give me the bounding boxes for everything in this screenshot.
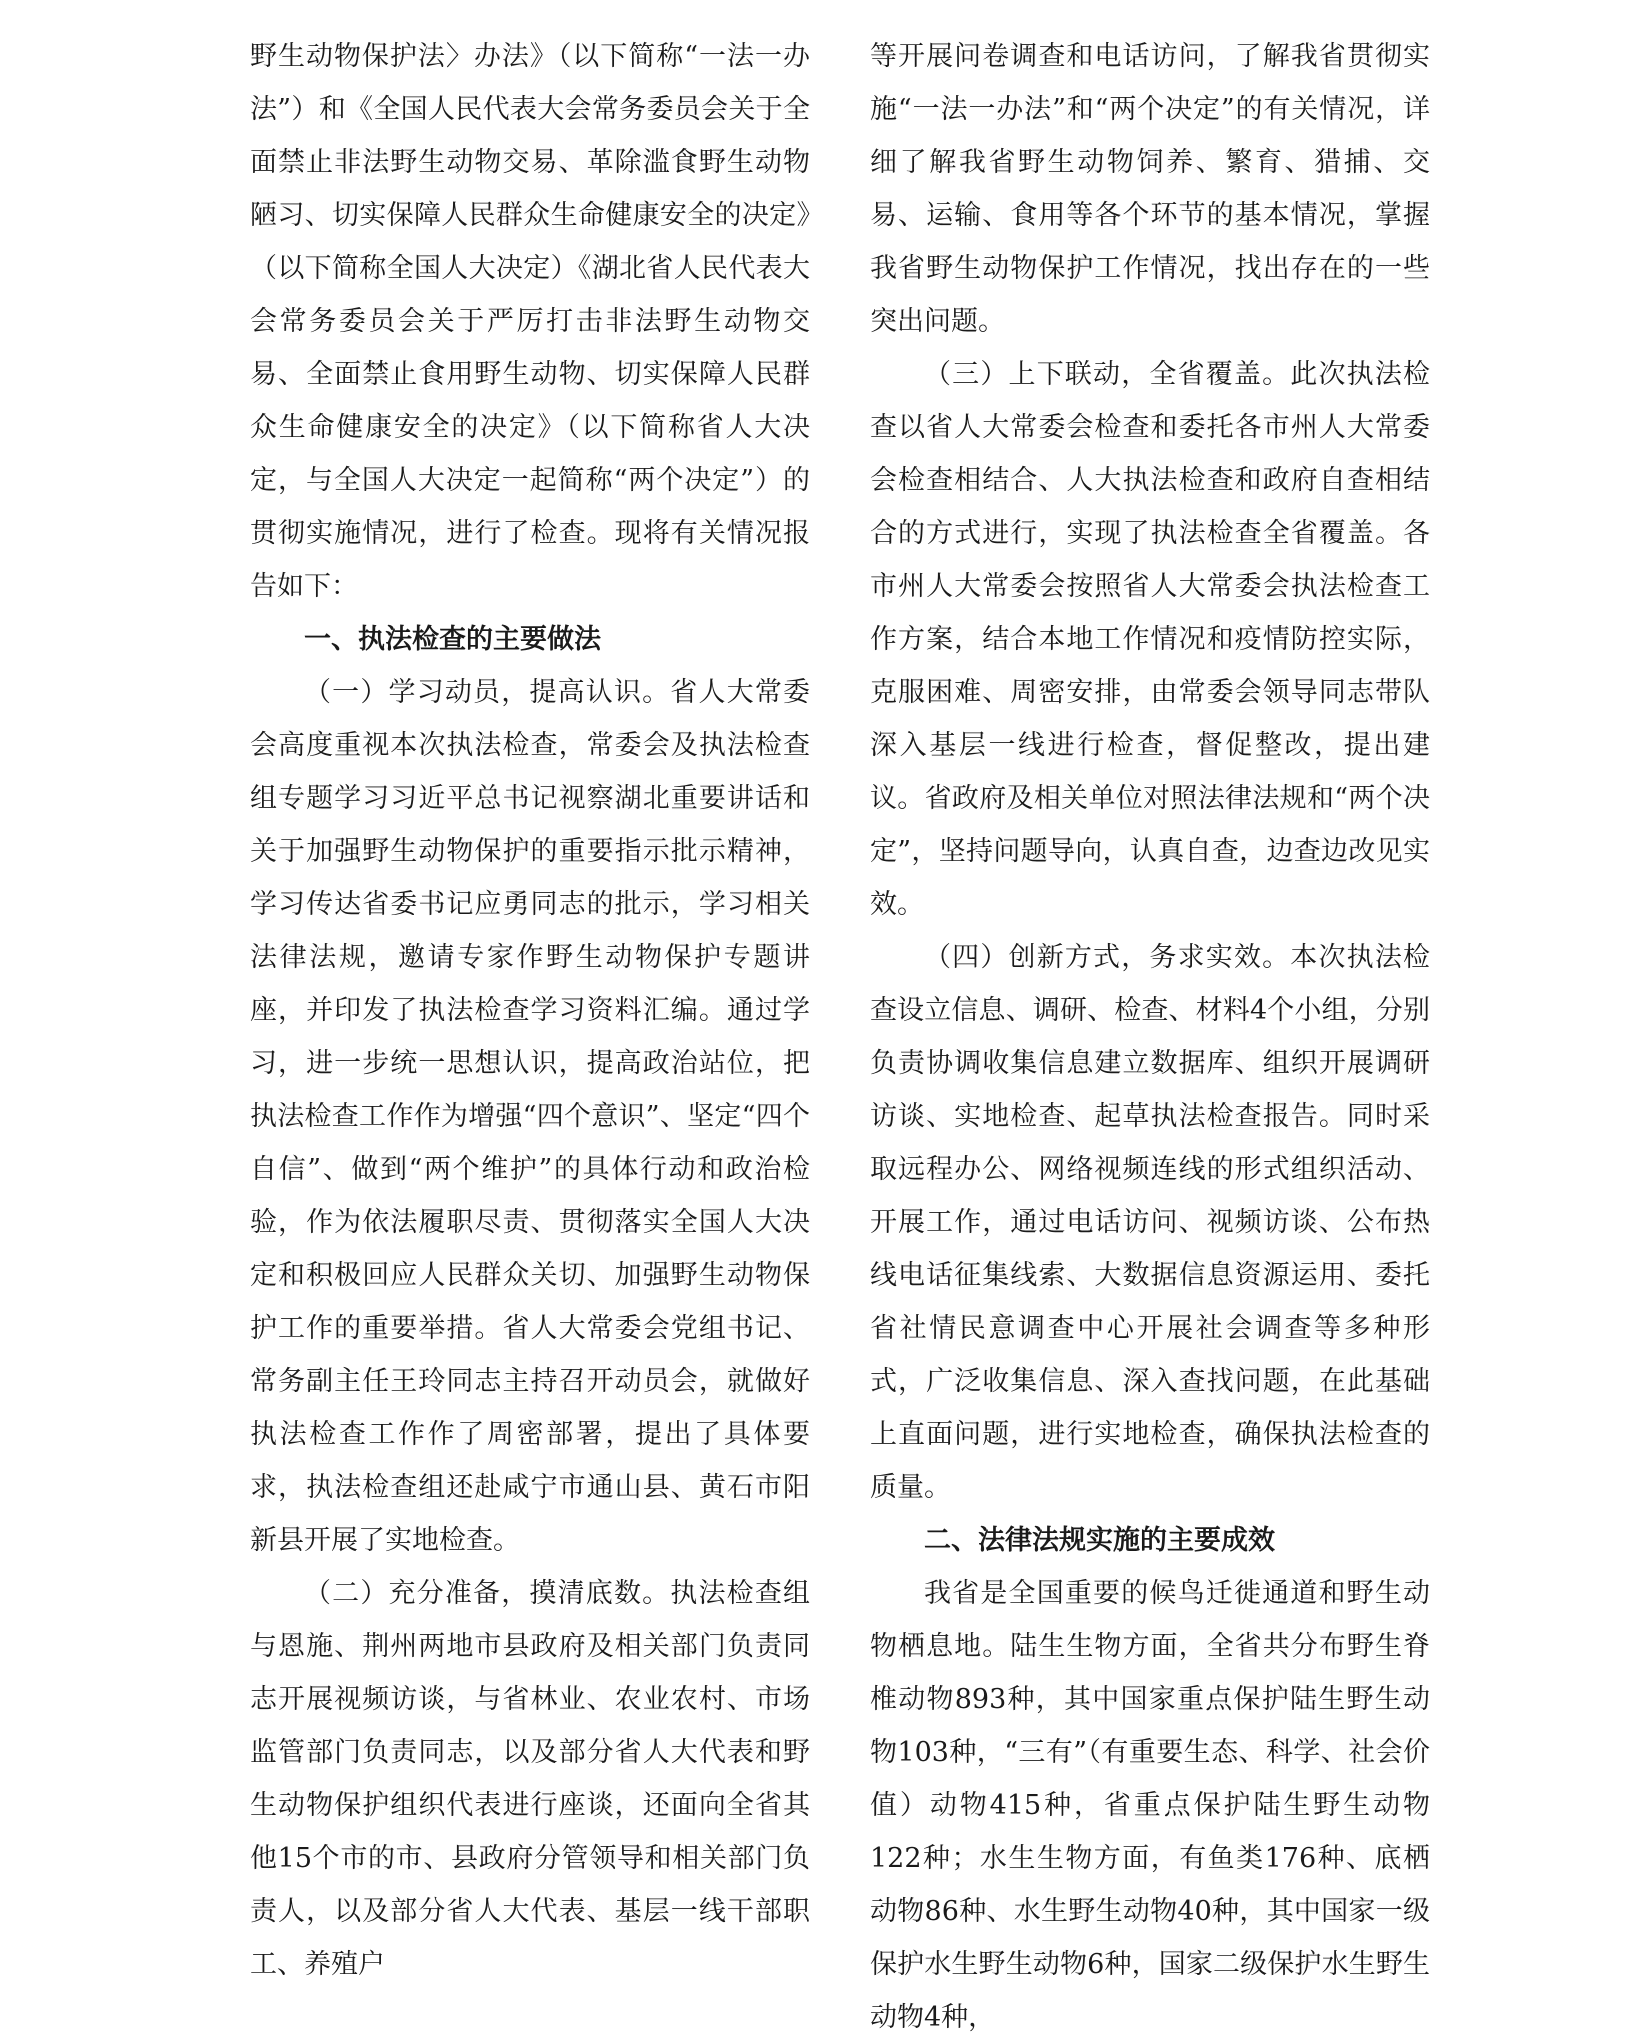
paragraph-coordinated-coverage: （三）上下联动，全省覆盖。此次执法检查以省人大常委会检查和委托各市州人大常委会检查相结合、人大执法检查和政府自查相结合的方式进行，实现了执法检查全省覆盖。各市州人大常委会按照省人大常委会执法检查工作方案，结合本地工作情况和疫情防控实际，克服困难、周密安排，由常委会领导同志带队深入基层一线进行检查，督促整改，提出建议。省政府及相关单位对照法律法规和“两个决定”，坚持问题导向，认真自查，边查边改见实效。 bbox=[870, 359, 1430, 920]
paragraph-full-preparation: （二）充分准备，摸清底数。执法检查组与恩施、荆州两地市县政府及相关部门负责同志开展视频访谈，与省林业、农业农村、市场监管部门负责同志，以及部分省人大代表和野生动物保护组织代表进行座谈，还面向全省其他15个市的市、县政府分管领导和相关部门负责人，以及部分省人大代表、基层一线干部职工、养殖户 bbox=[250, 1578, 810, 1980]
paragraph-continuation: 野生动物保护法〉办法》（以下简称“一法一办法”）和《全国人民代表大会常务委员会关于全面禁止非法野生动物交易、革除滥食野生动物陋习、切实保障人民群众生命健康安全的决定》（以下简称全国人大决定）《湖北省人民代表大会常务委员会关于严厉打击非法野生动物交易、全面禁止食用野生动物、切实保障人民群众生命健康安全的决定》（以下简称省人大决定，与全国人大决定一起简称“两个决定”）的贯彻实施情况，进行了检查。现将有关情况报告如下： bbox=[250, 41, 810, 602]
paragraph-study-mobilization: （一）学习动员，提高认识。省人大常委会高度重视本次执法检查，常委会及执法检查组专题学习习近平总书记视察湖北重要讲话和关于加强野生动物保护的重要指示批示精神，学习传达省委书记应勇同志的批示，学习相关法律法规，邀请专家作野生动物保护专题讲座，并印发了执法检查学习资料汇编。通过学习，进一步统一思想认识，提高政治站位，把执法检查工作作为增强“四个意识”、坚定“四个自信”、做到“两个维护”的具体行动和政治检验，作为依法履职尽责、贯彻落实全国人大决定和积极回应人民群众关切、加强野生动物保护工作的重要举措。省人大常委会党组书记、常务副主任王玲同志主持召开动员会，就做好执法检查工作作了周密部署，提出了具体要求，执法检查组还赴咸宁市通山县、黄石市阳新县开展了实地检查。 bbox=[250, 677, 810, 1556]
paragraph-continuation-survey: 等开展问卷调查和电话访问，了解我省贯彻实施“一法一办法”和“两个决定”的有关情况，详细了解我省野生动物饲养、繁育、猎捕、交易、运输、食用等各个环节的基本情况，掌握我省野生动物保护工作情况，找出存在的一些突出问题。 bbox=[870, 41, 1430, 337]
section-heading-2: 二、法律法规实施的主要成效 bbox=[924, 1525, 1275, 1556]
right-column bbox=[870, 30, 1430, 2044]
paragraph-wildlife-overview: 我省是全国重要的候鸟迁徙通道和野生动物栖息地。陆生生物方面，全省共分布野生脊椎动物893种，其中国家重点保护陆生野生动物103种，“三有”（有重要生态、科学、社会价值）动物415种，省重点保护陆生野生动物122种；水生生物方面，有鱼类176种、底栖动物86种、水生野生动物40种，其中国家一级保护水生野生动物6种，国家二级保护水生野生动物4种， bbox=[870, 1578, 1430, 2033]
paragraph-innovative-methods: （四）创新方式，务求实效。本次执法检查设立信息、调研、检查、材料4个小组，分别负责协调收集信息建立数据库、组织开展调研访谈、实地检查、起草执法检查报告。同时采取远程办公、网络视频连线的形式组织活动、开展工作，通过电话访问、视频访谈、公布热线电话征集线索、大数据信息资源运用、委托省社情民意调查中心开展社会调查等多种形式，广泛收集信息、深入查找问题，在此基础上直面问题，进行实地检查，确保执法检查的质量。 bbox=[870, 942, 1430, 1503]
left-column bbox=[250, 30, 810, 1991]
section-heading-1: 一、执法检查的主要做法 bbox=[304, 624, 601, 655]
